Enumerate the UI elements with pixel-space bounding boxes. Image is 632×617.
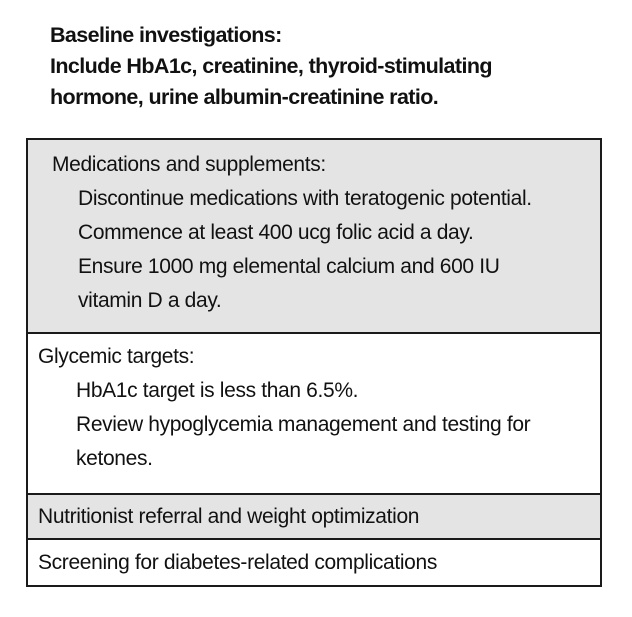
medications-box — [26, 138, 602, 332]
header-text-line-2: hormone, urine albumin-creatinine ratio. — [50, 85, 439, 109]
glycemic-item-continued: ketones. — [76, 447, 153, 470]
screening-text: Screening for diabetes-related complications — [38, 551, 437, 574]
medications-item: Discontinue medications with teratogenic potential. — [78, 187, 532, 210]
screening-box — [26, 538, 602, 587]
medications-title: Medications and supplements: — [52, 153, 326, 176]
glycemic-item: HbA1c target is less than 6.5%. — [76, 379, 359, 402]
medications-item-continued: vitamin D a day. — [78, 289, 222, 312]
nutrition-box — [26, 493, 602, 538]
header-title: Baseline investigations: — [50, 23, 282, 47]
medications-item: Commence at least 400 ucg folic acid a day. — [78, 221, 474, 244]
glycemic-targets-box — [26, 332, 602, 493]
glycemic-title: Glycemic targets: — [38, 345, 195, 368]
glycemic-item: Review hypoglycemia management and testing for — [76, 413, 531, 436]
nutrition-text: Nutritionist referral and weight optimization — [38, 505, 420, 528]
medications-item: Ensure 1000 mg elemental calcium and 600 IU — [78, 255, 500, 278]
baseline-investigations-header — [50, 20, 610, 113]
header-text-line-1: Include HbA1c, creatinine, thyroid-stimulating — [50, 54, 492, 78]
